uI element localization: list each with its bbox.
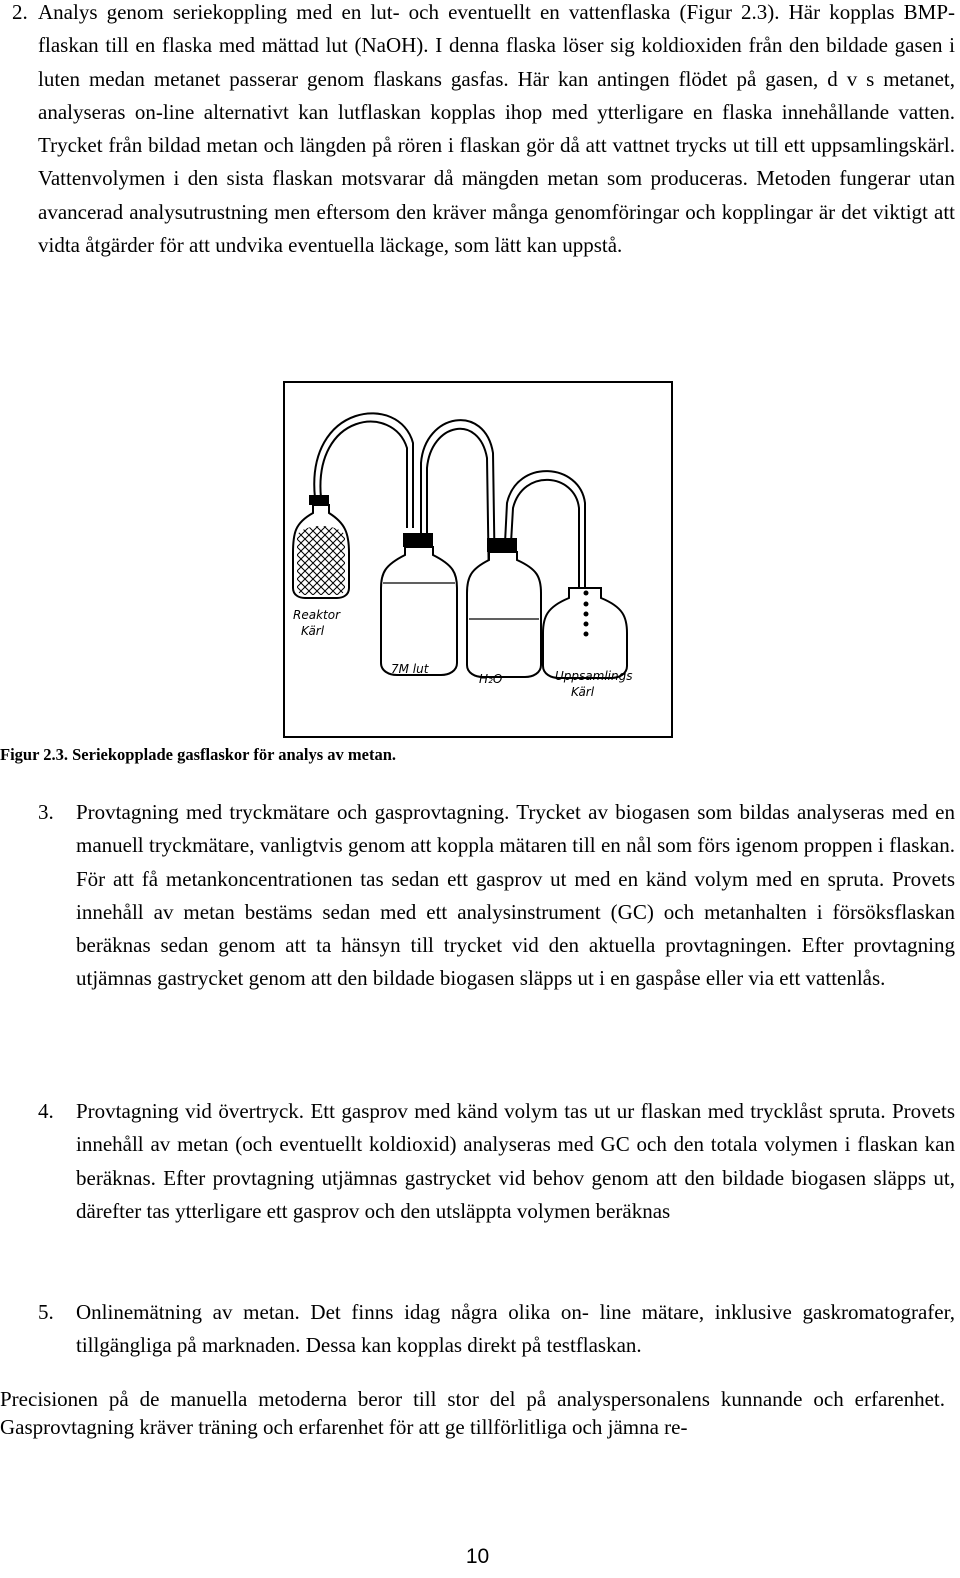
closing-paragraph: Precisionen på de manuella metoderna beror till stor del på analyspersonalens kunnande och erfarenhet. Gasprovtagning kräver träning och erfarenhet för att ge tillförlitliga och jämna re-	[0, 1387, 945, 1439]
label-reactor: Reaktor	[293, 608, 341, 622]
list-text: Provtagning med tryckmätare och gasprovtagning. Trycket av biogasen som bildas analyseras med en manuell tryckmätare, vanligtvis genom att koppla mätaren till en nål som förs igenom proppen i flaskan. För att få metankoncentrationen tas sedan ett gasprov ut med en känd volym med en spruta. Provets innehåll av metan bestäms sedan med ett analysinstrument (GC) och metanhalten i försöksflaskan beräknas sedan genom att ta hänsyn till trycket vid den aktuella provtagningen. Efter provtagning utjämnas gastrycket genom att den bildade biogasen släpps ut i en gaspåse eller via ett vattenlås.	[76, 800, 955, 991]
figure-bottles-diagram	[283, 381, 673, 738]
list-item-3	[0, 796, 955, 996]
list-text: Provtagning vid övertryck. Ett gasprov med känd volym tas ut ur flaskan med trycklåst spruta. Provets innehåll av metan (och eventuellt koldioxid) analyseras med GC och den totala volymen i flaskan kan beräknas. Efter provtagning utjämnas gastrycket vid behov genom att den bildade biogasen släpps ut, därefter tas ytterligare ett gasprov och den utsläppta volymen beräknas	[76, 1099, 955, 1223]
label-collector: Uppsamlings	[555, 669, 633, 683]
list-number: 5.	[38, 1300, 54, 1324]
water-bottle	[467, 538, 541, 677]
label-lye: 7M lut	[391, 662, 429, 676]
label-reactor-vessel: Kärl	[301, 624, 325, 638]
list-item-2	[0, 0, 955, 262]
figure-caption: Figur 2.3. Seriekopplade gasflaskor för analys av metan.	[0, 745, 397, 764]
list-number: 4.	[38, 1099, 54, 1123]
label-water: H₂O	[479, 672, 503, 686]
list-text: Analys genom seriekoppling med en lut- och eventuellt en vattenflaska (Figur 2.3). Här kopplas BMP-flaskan till en flaska med mättad lut (NaOH). I denna flaska löser sig koldioxiden från den bildade gasen i luten medan metanet passerar genom flaskans gasfas. Här kan antingen flödet på gasen, d v s metanet, analyseras on-line alternativt kan lutflaskan kopplas ihop med ytterligare en flaska innehållande vatten. Trycket från bildad metan och längden på rören i flaskan gör då att vattnet trycks ut till ett uppsamlingskärl. Vattenvolymen i den sista flaskan motsvarar då mängden metan som produceras. Metoden fungerar utan avancerad analysutrustning men eftersom den kräver många genomföringar och kopplingar är det viktigt att vidta åtgärder för att undvika eventuella läckage, som lätt kan uppstå.	[38, 0, 955, 258]
lye-bottle	[381, 533, 457, 675]
collector-bottle	[543, 588, 627, 678]
list-text: Onlinemätning av metan. Det finns idag några olika on- line mätare, inklusive gaskromatografer, tillgängliga på marknaden. Dessa kan kopplas direkt på testflaskan.	[76, 1300, 955, 1358]
list-item-4	[0, 1095, 955, 1228]
list-number: 2.	[12, 0, 28, 24]
reactor-bottle	[293, 495, 349, 598]
page-number: 10	[465, 1545, 490, 1568]
list-number: 3.	[38, 800, 54, 824]
bottle-series-drawing	[285, 383, 671, 736]
label-collector-vessel: Kärl	[571, 685, 595, 699]
list-item-5	[0, 1296, 955, 1363]
